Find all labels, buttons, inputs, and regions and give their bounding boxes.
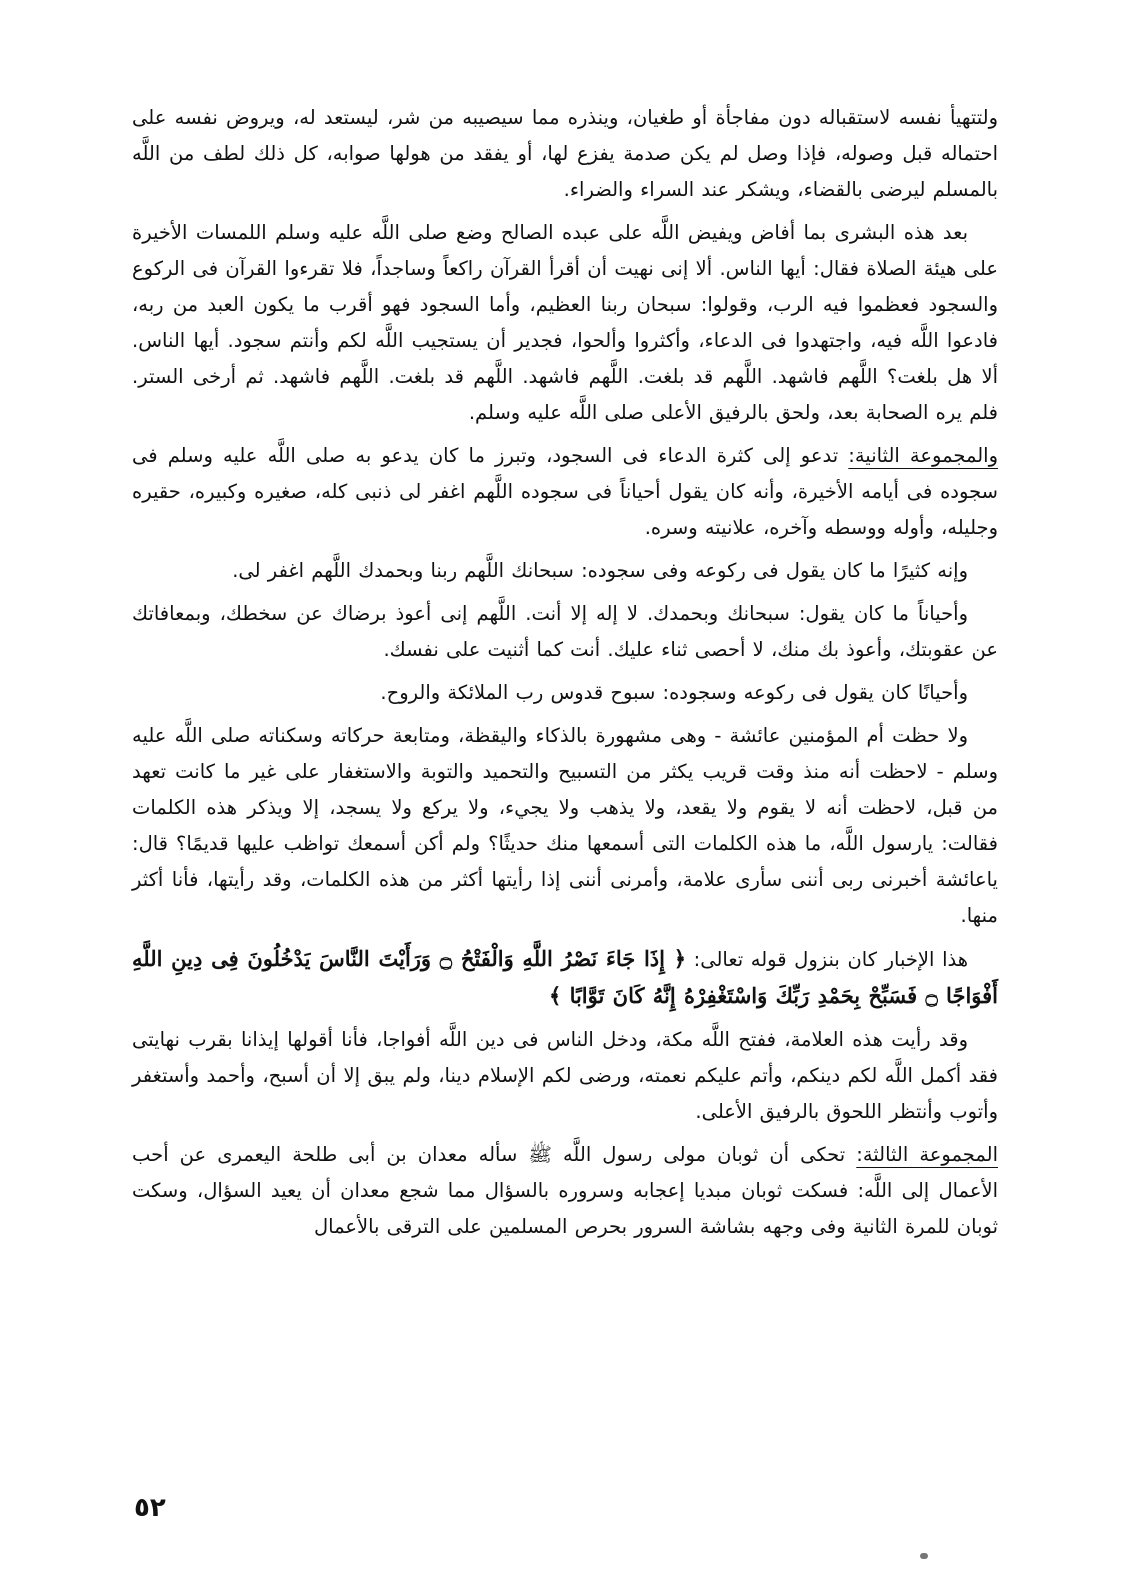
section-heading-second-group: والمجموعة الثانية: — [848, 444, 999, 467]
scan-mark — [920, 1553, 928, 1559]
paragraph-7: ولا حظت أم المؤمنين عائشة - وهى مشهورة بالذكاء واليقظة، ومتابعة حركاته وسكناته صلى اللَّه عليه وسلم - لاحظت أنه منذ وقت قريب يكثر من التسبيح والتحميد والتوبة والاستغفار على غير ما كانت تعهد من قبل، لاحظت أنه لا يقوم ولا يقعد، ولا يذهب ولا يجيء، ولا يركع ولا يسجد، إلا ويذكر هذه الكلمات فقالت: يارسول اللَّه، ما هذه الكلمات التى أسمعها منك حديثًا؟ ولم أكن أسمعك تواظب عليها قديمًا؟ قال: ياعائشة أخبرنى ربى أننى سأرى علامة، وأمرنى أننى إذا رأيتها أكثر من هذه الكلمات، وقد رأيتها، فأنا أكثر منها. — [132, 724, 998, 927]
paragraph-6: وأحيانًا كان يقول فى ركوعه وسجوده: سبوح قدوس رب الملائكة والروح. — [380, 681, 968, 704]
paragraph-10-body: تحكى أن ثوبان مولى رسول اللَّه ﷺ سأله معدان بن أبى طلحة اليعمرى عن أحب الأعمال إلى اللَّه: فسكت ثوبان مبديا إعجابه وسروره بالسؤال مما شجع معدان أن يعيد السؤال، وسكت ثوبان للمرة الثانية وفى وجهه بشاشة السرور بحرص المسلمين على الترقى بالأعمال — [132, 1143, 998, 1238]
paragraph-3 — [132, 438, 998, 546]
paragraph-5: وأحياناً ما كان يقول: سبحانك وبحمدك. لا إله إلا أنت. اللَّهم إنى أعوذ برضاك عن سخطك، وبمعافاتك عن عقوبتك، وأعوذ بك منك، لا أحصى ثناء عليك. أنت كما أثنيت على نفسك. — [132, 602, 998, 661]
section-heading-third-group: المجموعة الثالثة: — [856, 1143, 998, 1166]
paragraph-8 — [132, 941, 998, 1015]
page-number: ٥٢ — [134, 1493, 166, 1523]
paragraph-10 — [132, 1137, 998, 1245]
paragraph-2: بعد هذه البشرى بما أفاض ويفيض اللَّه على عبده الصالح وضع صلى اللَّه عليه وسلم اللمسات الأخيرة على هيئة الصلاة فقال: أيها الناس. ألا إنى نهيت أن أقرأ القرآن راكعاً وساجداً، فلا تقرءوا القرآن فى الركوع والسجود فعظموا فيه الرب، وقولوا: سبحان ربنا العظيم، وأما السجود فهو أقرب ما يكون العبد من ربه، فادعوا اللَّه فيه، واجتهدوا فى الدعاء، وأكثروا وألحوا، فجدير أن يستجيب اللَّه لكم وأنتم سجود. أيها الناس. ألا هل بلغت؟ اللَّهم فاشهد. اللَّهم قد بلغت. اللَّهم فاشهد. اللَّهم قد بلغت. اللَّهم فاشهد. ثم أرخى الستر. فلم يره الصحابة بعد، ولحق بالرفيق الأعلى صلى اللَّه عليه وسلم. — [132, 221, 998, 424]
paragraph-3-body: تدعو إلى كثرة الدعاء فى السجود، وتبرز ما كان يدعو به صلى اللَّه عليه وسلم فى سجوده فى أيامه الأخيرة، وأنه كان يقول أحياناً فى سجوده اللَّهم اغفر لى ذنبى كله، صغيره وكبيره، حقيره وجليله، وأوله ووسطه وآخره، علانيته وسره. — [132, 444, 998, 539]
paragraph-8-intro: هذا الإخبار كان بنزول قوله تعالى: — [686, 948, 969, 971]
paragraph-1: ولتتهيأ نفسه لاستقباله دون مفاجأة أو طغيان، وينذره مما سيصيبه من شر، ليستعد له، ويروض نفسه على احتماله قبل وصوله، فإذا وصل لم يكن صدمة يفزع لها، أو يفقد من هولها صوابه، كل ذلك لطف من اللَّه بالمسلم ليرضى بالقضاء، ويشكر عند السراء والضراء. — [132, 106, 998, 201]
paragraph-4: وإنه كثيرًا ما كان يقول فى ركوعه وفى سجوده: سبحانك اللَّهم ربنا وبحمدك اللَّهم اغفر لى. — [232, 559, 968, 582]
paragraph-9: وقد رأيت هذه العلامة، ففتح اللَّه مكة، ودخل الناس فى دين اللَّه أفواجا، فأنا أقولها إيذانا بقرب نهايتى فقد أكمل اللَّه لكم دينكم، وأتم عليكم نعمته، ورضى لكم الإسلام دينا، ولم يبق إلا أن أسبح، وأحمد وأستغفر وأتوب وأنتظر اللحوق بالرفيق الأعلى. — [132, 1028, 998, 1123]
quran-verse: ﴿ إِذَا جَاءَ نَصْرُ اللَّهِ وَالْفَتْحُ ۝ وَرَأَيْتَ النَّاسَ يَدْخُلُونَ فِى دِينِ اللَّهِ أَفْوَاجًا ۝ فَسَبِّحْ بِحَمْدِ رَبِّكَ وَاسْتَغْفِرْهُ إِنَّهُ كَانَ تَوَّابًا ﴾ — [132, 946, 998, 1008]
